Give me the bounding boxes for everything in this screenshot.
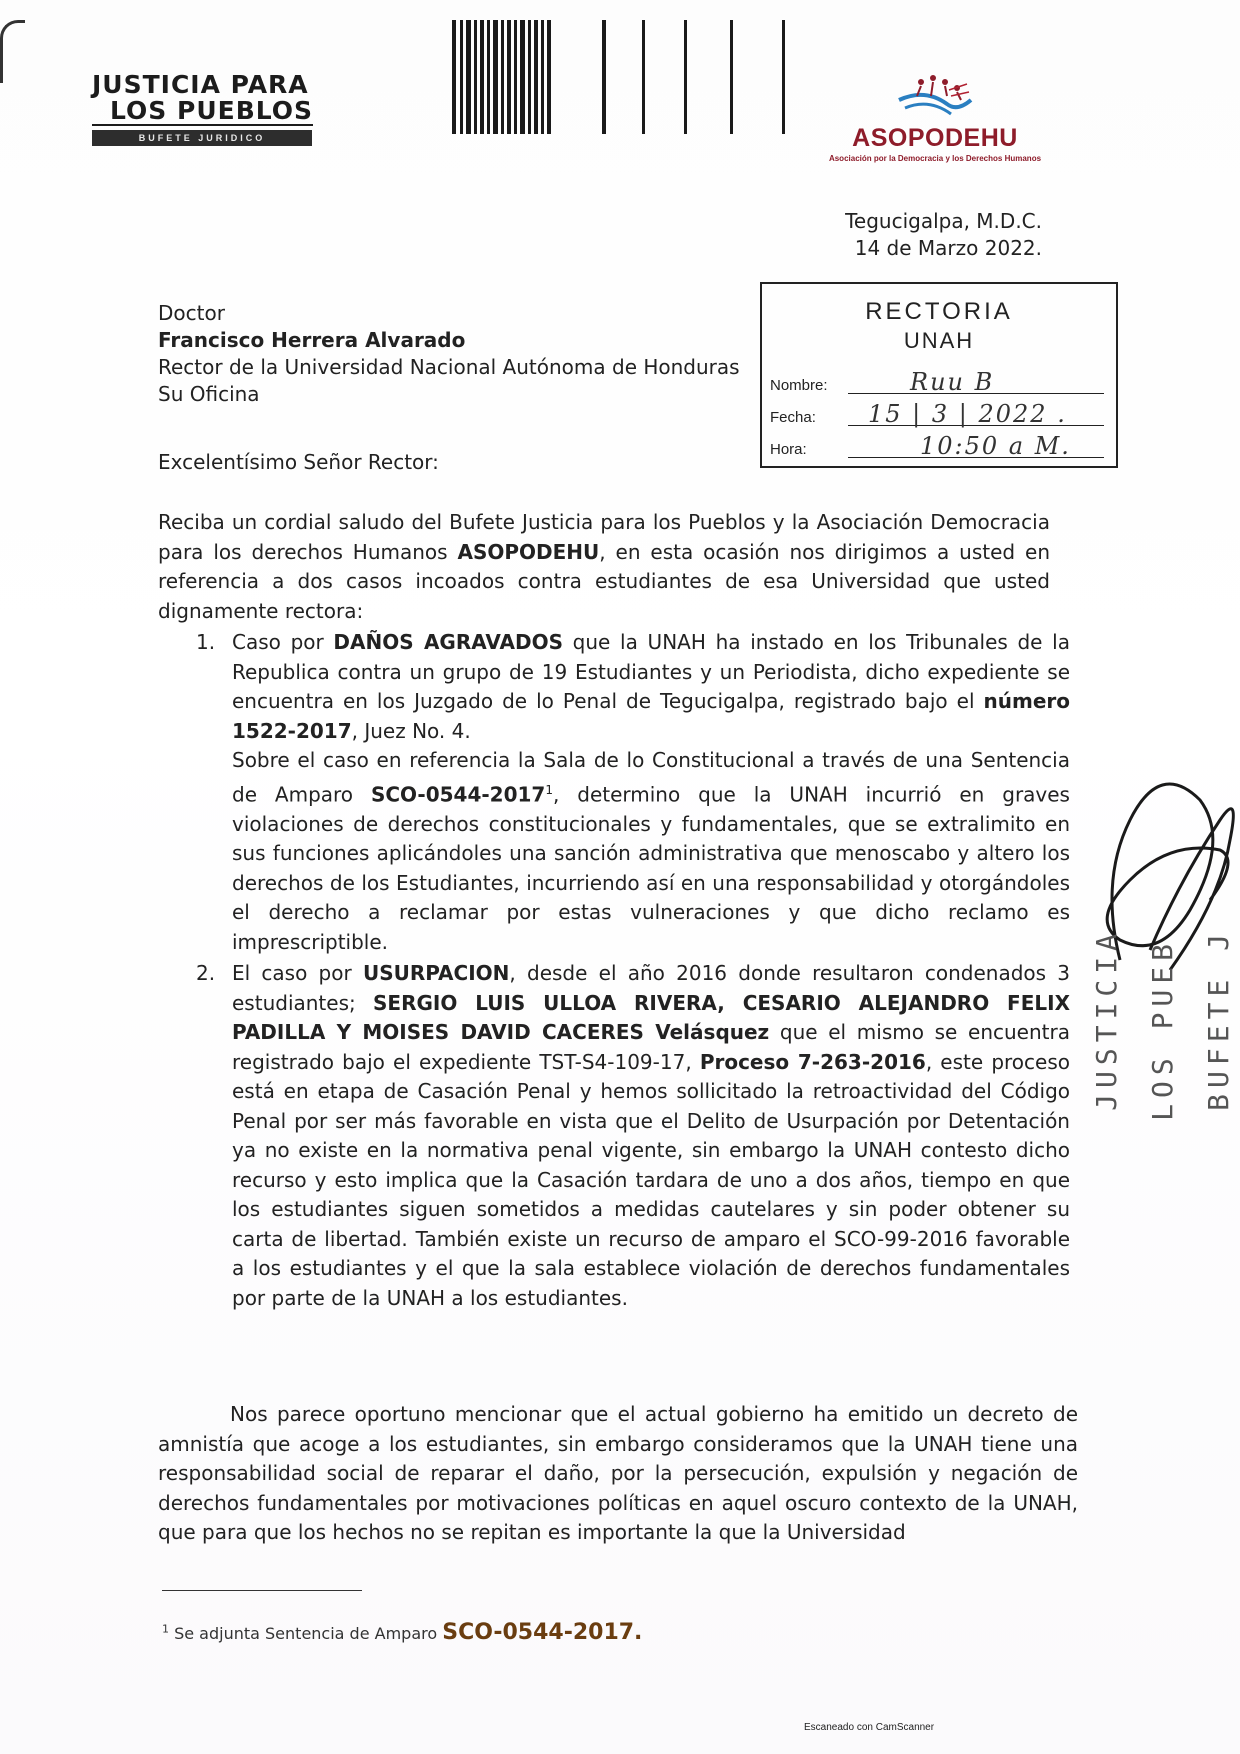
side-stamp-col-3: BUFETE J: [1202, 928, 1235, 1111]
logo-line-3: BUFETE JURIDICO: [92, 130, 312, 146]
place-date: [845, 208, 1042, 262]
list-item-case-1: 1. Caso por DAÑOS AGRAVADOS que la UNAH ha instado en los Tribunales de la Republica contra un grupo de 19 Estudiantes y un Periodista, dicho expediente se encuentra en los Juzgado de lo Penal de Tegucigalpa, registrado bajo el número 1522-2017, Juez No. 4. Sobre el caso en referencia la Sala de lo Constitucional a través de una Sentencia de Amparo SCO-0544-2017$^1$, determino que la UNAH incurrió en graves violaciones de derechos constitucionales y fundamentales, que se extralimito en sus funciones aplicándoles una sanción administrativa que menoscabo y altero los derechos de los Estudiantes, incurriendo así en una responsabilidad y otorgándoles el derecho a reclamar por estas vulneraciones y que dicho reclamo es imprescriptible.: [196, 630, 1070, 954]
footnote: $^1$ Se adjunta Sentencia de Amparo SCO-0544-2017.: [162, 1620, 643, 1645]
stamp-name-label: Nombre:: [770, 377, 828, 394]
addressee-title: Doctor: [158, 301, 225, 325]
addressee-name: Francisco Herrera Alvarado: [158, 328, 466, 352]
logo-justicia-para-los-pueblos: [92, 72, 382, 146]
asopodehu-name: ASOPODEHU: [852, 124, 1018, 152]
stamp-time-value: 10:50 a M.: [920, 432, 1071, 460]
city: Tegucigalpa, M.D.C.: [845, 209, 1042, 233]
footnote-divider: [162, 1590, 362, 1591]
logo-line-2: LOS PUEBLOS: [92, 98, 313, 126]
reception-stamp: [760, 282, 1118, 468]
side-stamp-col-1: JUSTICIA: [1090, 928, 1123, 1111]
stamp-name-value: Ruu B: [910, 368, 995, 396]
stamp-line-1: RECTORIA: [865, 298, 1013, 325]
stamp-time-row: [770, 434, 1110, 460]
stamp-name-row: [770, 370, 1110, 396]
closing-paragraph: Nos parece oportuno mencionar que el actual gobierno ha emitido un decreto de amnistía que acoge a los estudiantes, sin embargo consideramos que la UNAH tiene una responsabilidad social de reparar el daño, por la persecución, expulsión y negación de derechos fundamentales por motivaciones políticas en aquel oscuro contexto de la UNAH, que para que los hechos no se repitan es importante la que la Universidad: [158, 1402, 1078, 1544]
list-item-case-2: 2. El caso por USURPACION, desde el año 2016 donde resultaron condenados 3 estudiantes; SERGIO LUIS ULLOA RIVERA, CESARIO ALEJANDRO FELIX PADILLA Y MOISES DAVID CACERES Velásquez que el mismo se encuentra registrado bajo el expediente TST-S4-109-17, Proceso 7-263-2016, este proceso está en etapa de Casación Penal y hemos sollicitado la retroactividad del Código Penal por ser más favorable en vista que el Delito de Usurpación por Detentación ya no existe en la normativa penal vigente, sin embargo la UNAH contesto dicho recurso y esto implica que la Casación tardara de uno a dos años, tiempo en que los estudiantes siguen sometidos a medidas cautelares y sin poder obtener su carta de libertad. También existe un recurso de amparo el SCO-99-2016 favorable a los estudiantes y el que la sala establece violación de derechos fundamentales por parte de la UNAH a los estudiantes.: [196, 961, 1071, 1310]
cases-list: [190, 628, 1070, 1315]
asopodehu-subtitle: Asociación por la Democracia y los Derechos Humanos: [828, 154, 1042, 163]
logo-asopodehu: [820, 70, 1050, 163]
asopodehu-emblem-icon: [895, 70, 975, 122]
salutation: Excelentísimo Señor Rector:: [158, 450, 439, 474]
side-stamp-col-2: LOS PUEB: [1146, 938, 1179, 1121]
letter-date: 14 de Marzo 2022.: [854, 236, 1042, 260]
addressee: [158, 300, 740, 408]
intro-paragraph: Reciba un cordial saludo del Bufete Justicia para los Pueblos y la Asociación Democracia para los derechos Humanos ASOPODEHU, en esta ocasión nos dirigimos a usted en referencia a dos casos incoados contra estudiantes de esa Universidad que usted dignamente rectora:: [158, 510, 1051, 623]
addressee-position: Rector de la Universidad Nacional Autónoma de Honduras: [158, 355, 740, 379]
stamp-date-value: 15 | 3 | 2022 .: [868, 400, 1067, 428]
scanner-watermark: Escaneado con CamScanner: [804, 1722, 935, 1733]
addressee-office: Su Oficina: [158, 382, 260, 406]
side-stamp: [1090, 928, 1240, 1228]
corner-mark: [0, 20, 25, 83]
stamp-time-label: Hora:: [770, 441, 807, 458]
barcode: [452, 20, 792, 136]
stamp-date-row: [770, 402, 1110, 428]
stamp-date-label: Fecha:: [770, 409, 816, 426]
stamp-line-2: UNAH: [903, 328, 975, 353]
logo-line-1: JUSTICIA PARA: [92, 70, 309, 99]
